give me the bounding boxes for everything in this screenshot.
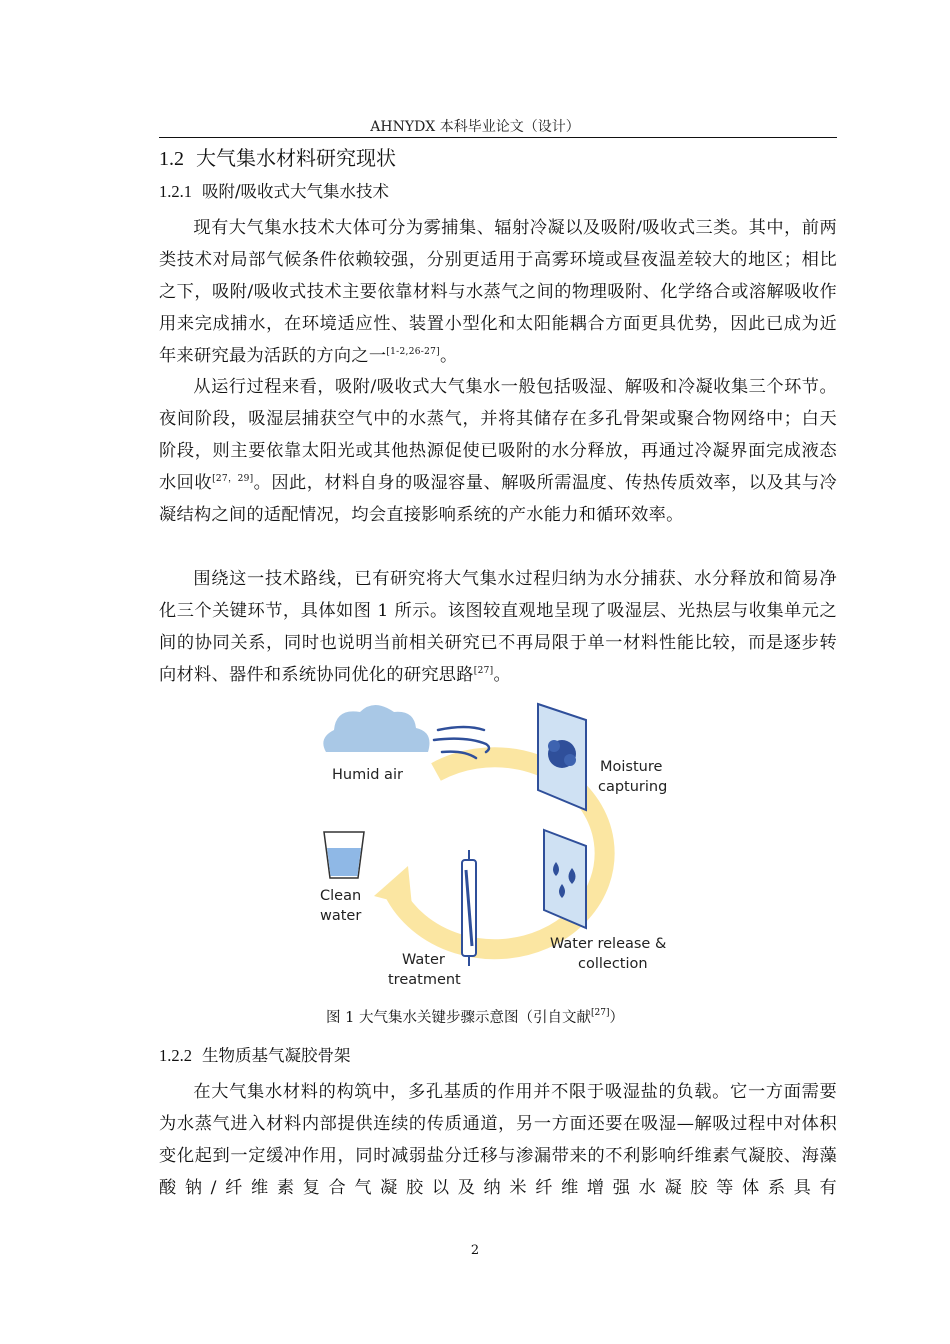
paragraph-3	[159, 563, 837, 691]
caption-text: 图 1 大气集水关键步骤示意图（引自文献	[326, 1010, 591, 1026]
header-rule	[159, 137, 837, 138]
paragraph-tail: 。	[439, 346, 458, 366]
paragraph-text: 围绕这一技术路线，已有研究将大气集水过程归纳为水分捕获、水分释放和简易净化三个关键环节，具体如图 1 所示。该图较直观地呈现了吸湿层、光热层与收集单元之间的协同关系，同时也说明当前相关研究已不再局限于单一材料性能比较，而是逐步转向材料、器件和系统协同优化的研究思路	[159, 569, 837, 685]
section-number: 1.2	[159, 148, 184, 170]
paragraph-text-cont: 。因此，材料自身的吸湿容量、解吸所需温度、传热传质效率，以及其与冷凝结构之间的适配情况，均会直接影响系统的产水能力和循环效率。	[159, 473, 838, 525]
label-clean-line2: water	[320, 908, 362, 924]
citation: [1-2,26-27]	[386, 347, 440, 357]
label-humid-air: Humid air	[332, 767, 403, 783]
cloud-icon	[323, 705, 429, 752]
paragraph-4	[159, 1076, 837, 1204]
page-number: 2	[470, 1243, 480, 1258]
citation: [27]	[473, 666, 494, 676]
moisture-panel-icon	[538, 704, 586, 810]
paragraph-tail: 。	[493, 665, 511, 685]
paragraph-text: 在大气集水材料的构筑中，多孔基质的作用并不限于吸湿盐的负载。它一方面需要为水蒸气进入材料内部提供连续的传质通道，另一方面还要在吸湿—解吸过程中对体积变化起到一定缓冲作用，同时减弱盐分迁移与渗漏带来的不利影响纤维素气凝胶、海藻酸钠/纤维素复合气凝胶以及纳米纤维增强水凝胶等体系具有	[159, 1082, 837, 1198]
label-release-line1: Water release &	[550, 936, 667, 952]
section-title: 大气集水材料研究现状	[196, 146, 396, 170]
label-moisture-line1: Moisture	[600, 759, 663, 775]
paragraph-text: 现有大气集水技术大体可分为雾捕集、辐射冷凝以及吸附/吸收式三类。其中，前两类技术对局部气候条件依赖较强，分别更适用于高雾环境或昼夜温差较大的地区；相比之下，吸附/吸收式技术主要依靠材料与水蒸气之间的物理吸附、化学络合或溶解吸收作用来完成捕水，在环境适应性、装置小型化和太阳能耦合方面更具优势，因此已成为近年来研究最为活跃的方向之一	[159, 218, 837, 366]
subsection-heading-1	[159, 178, 389, 202]
subsection-title: 生物质基气凝胶骨架	[202, 1046, 351, 1065]
caption-tail: ）	[609, 1010, 624, 1026]
filter-column-icon	[462, 850, 476, 966]
subsection-number: 1.2.1	[159, 182, 192, 201]
caption-citation: [27]	[590, 1008, 610, 1018]
subsection-title: 吸附/吸收式大气集水技术	[202, 182, 390, 201]
water-glass-icon	[324, 832, 364, 878]
running-header: AHNYDX 本科毕业论文（设计）	[370, 119, 580, 135]
paragraph-2	[159, 371, 837, 531]
paragraph-text: 从运行过程来看，吸附/吸收式大气集水一般包括吸湿、解吸和冷凝收集三个环节。夜间阶段，吸湿层捕获空气中的水蒸气，并将其储存在多孔骨架或聚合物网络中；白天阶段，则主要依靠太阳光或其他热源促使已吸附的水分释放，再通过冷凝界面完成液态水回收	[159, 377, 837, 493]
figure-caption	[0, 1006, 950, 1027]
label-treatment-line1: Water	[402, 952, 445, 968]
label-clean-line1: Clean	[320, 888, 362, 904]
figure-water-harvesting-cycle	[316, 700, 696, 990]
subsection-heading-2	[159, 1042, 351, 1066]
section-heading	[159, 142, 396, 171]
subsection-number: 1.2.2	[159, 1046, 192, 1065]
water-release-panel-icon	[544, 830, 586, 928]
label-treatment-line2: treatment	[388, 972, 461, 988]
figure-diagram	[316, 700, 696, 990]
citation: [27，29]	[212, 474, 254, 484]
label-release-line2: collection	[578, 956, 648, 972]
paragraph-1	[159, 212, 837, 372]
label-moisture-line2: capturing	[598, 779, 668, 795]
